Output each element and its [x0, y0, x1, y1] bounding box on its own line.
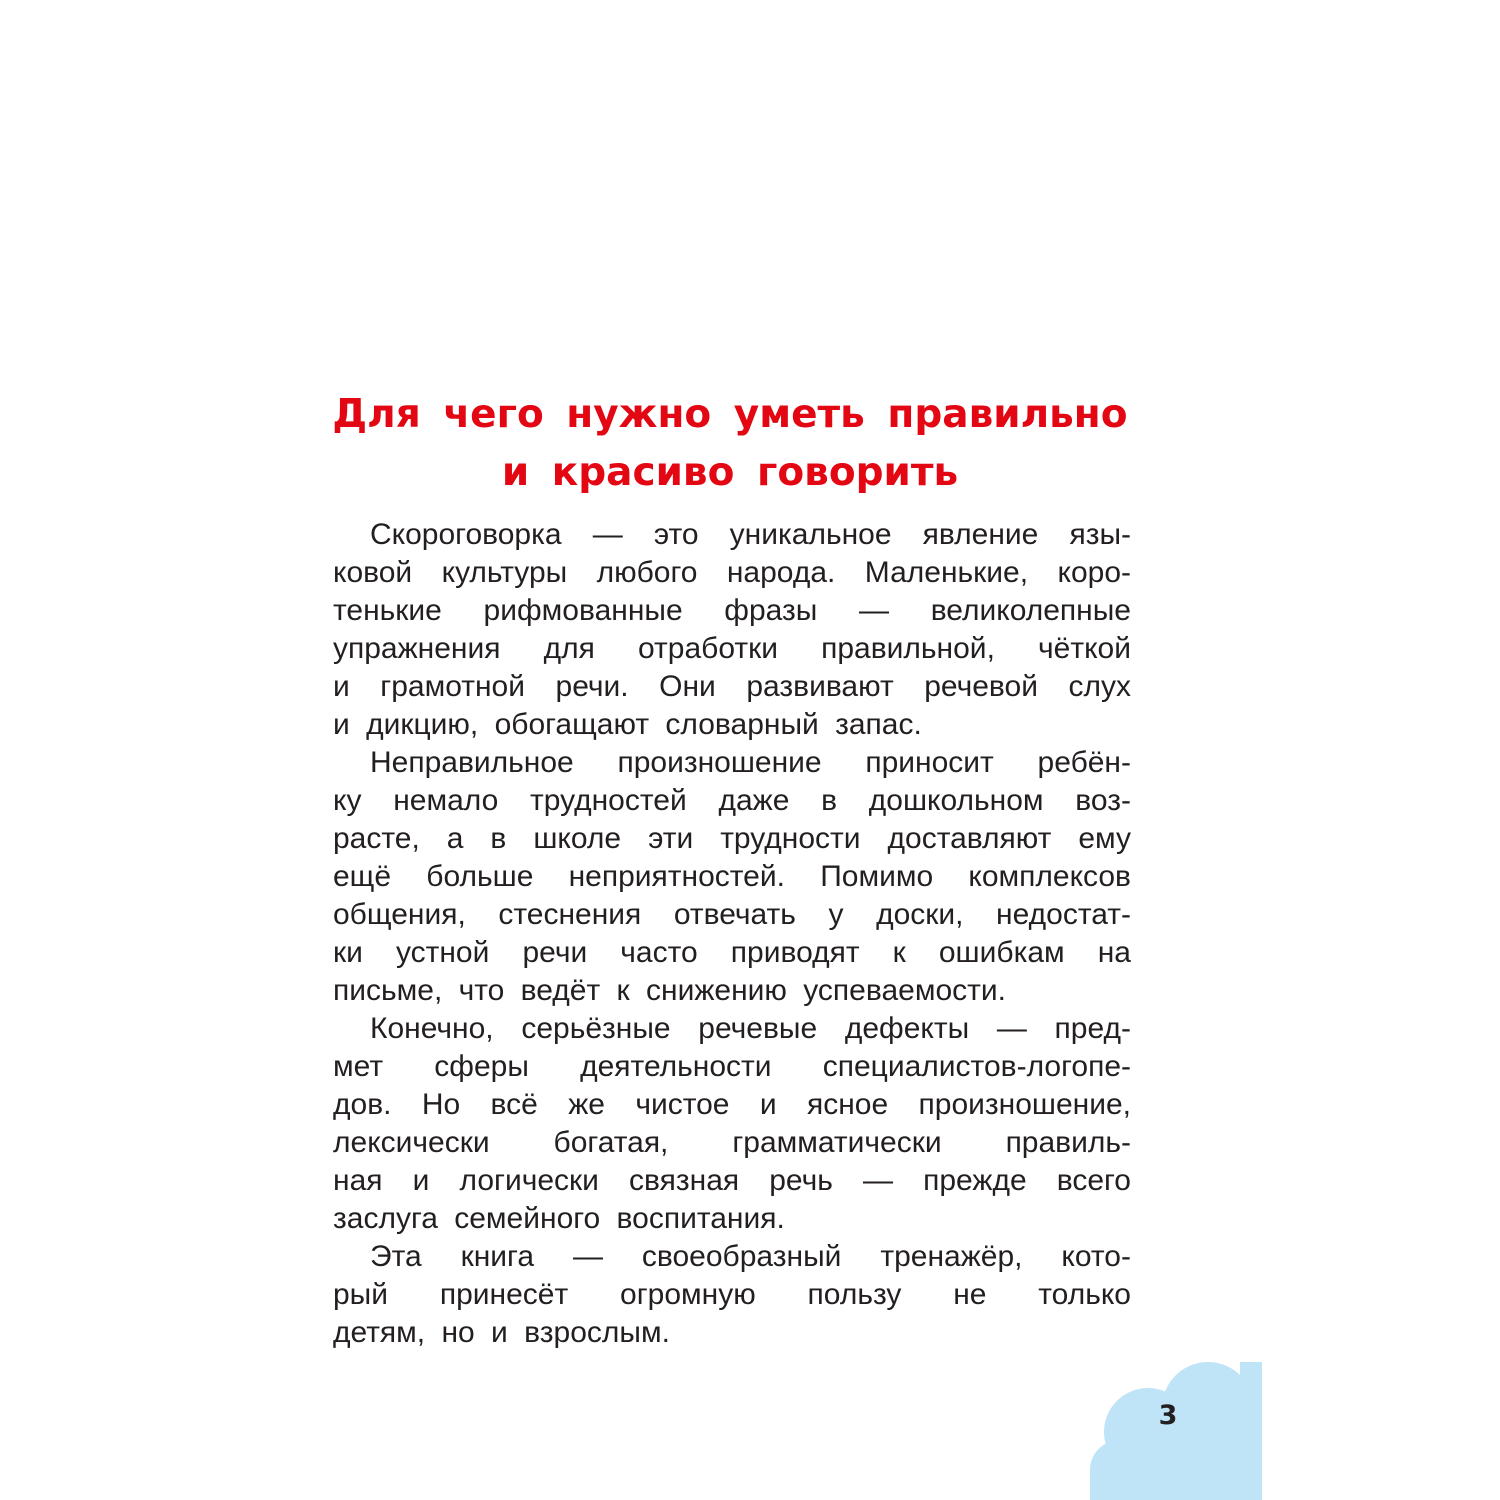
- text-line: Эта книга — своеобразный тренажёр, кото-: [370, 1240, 1131, 1273]
- text-line: дов. Но всё же чистое и ясное произношение,: [333, 1088, 1131, 1121]
- text-line: ещё больше неприятностей. Помимо комплексов: [333, 860, 1131, 893]
- page-title: [330, 386, 1130, 502]
- text-line: мет сферы деятельности специалистов-логопе-: [333, 1050, 1131, 1083]
- text-line: ку немало трудностей даже в дошкольном воз-: [333, 784, 1131, 817]
- text-line: заслуга семейного воспитания.: [333, 1202, 785, 1235]
- body-text: [333, 516, 1131, 1352]
- text-line: ки устной речи часто приводят к ошибкам на: [333, 936, 1131, 969]
- text-line: общения, стеснения отвечать у доски, недостат-: [333, 898, 1131, 931]
- text-line: и грамотной речи. Они развивают речевой слух: [333, 670, 1131, 703]
- text-line: Скороговорка — это уникальное явление язы-: [370, 518, 1131, 551]
- text-line: расте, а в школе эти трудности доставляют ему: [333, 822, 1131, 855]
- text-line: Неправильное произношение приносит ребён-: [370, 746, 1131, 779]
- text-line: лексически богатая, грамматически правиль-: [333, 1126, 1131, 1159]
- title-line: Для чего нужно уметь правильно: [332, 392, 1128, 437]
- text-line: и дикцию, обогащают словарный запас.: [333, 708, 922, 741]
- text-line: детям, но и взрослым.: [333, 1316, 670, 1349]
- title-line: и красиво говорить: [501, 450, 959, 495]
- text-line: ковой культуры любого народа. Маленькие, коро-: [333, 556, 1131, 589]
- page-number: 3: [1158, 1400, 1178, 1431]
- cloud-icon: [1090, 1362, 1262, 1500]
- text-line: ная и логически связная речь — прежде всего: [333, 1164, 1131, 1197]
- text-line: упражнения для отработки правильной, чёткой: [333, 632, 1131, 665]
- text-line: тенькие рифмованные фразы — великолепные: [333, 594, 1131, 627]
- text-line: Конечно, серьёзные речевые дефекты — пред-: [370, 1012, 1131, 1045]
- text-line: рый принесёт огромную пользу не только: [333, 1278, 1131, 1311]
- text-line: письме, что ведёт к снижению успеваемости.: [333, 974, 1006, 1007]
